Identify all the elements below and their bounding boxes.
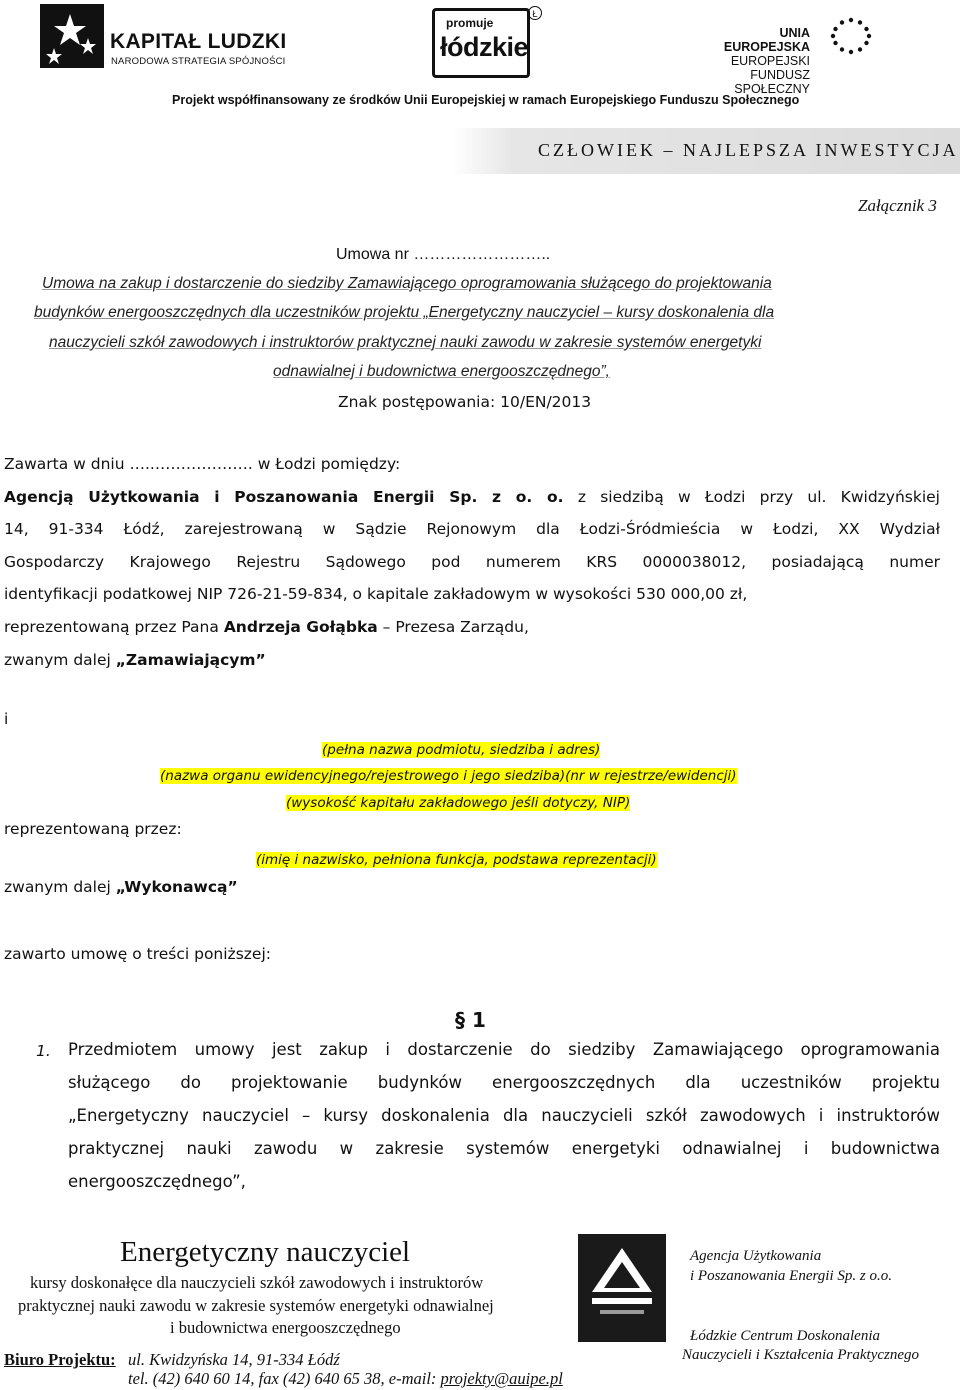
footer-line-3: i budownictwa energooszczędnego — [170, 1318, 401, 1337]
footer-contact-text: tel. (42) 640 60 14, fax (42) 640 65 38, e-mail: — [128, 1369, 441, 1388]
footer-org2-line-1: Łódzkie Centrum Doskonalenia — [690, 1328, 880, 1344]
lodzkie-mark-icon: Ł — [528, 6, 542, 20]
represented-by: reprezentowaną przez: — [4, 820, 182, 838]
contract-title-line-1: Umowa na zakup i dostarczenie do siedziby Zamawiającego oprogramowania służącego do projektowania — [42, 275, 772, 292]
item-number: 1. — [36, 1042, 51, 1060]
paragraph-heading: § 1 — [455, 1008, 486, 1032]
kapital-ludzki-title: KAPITAŁ LUDZKI — [110, 30, 287, 53]
footer-org1-line-1: Agencja Użytkowania — [690, 1248, 822, 1264]
party1-line-2: 14, 91-334 Łódź, zarejestrowaną w Sądzie Rejonowym dla Łodzi-Śródmieścia w Łodzi, XX Wydział — [4, 520, 940, 538]
party1-line-3: Gospodarczy Krajowego Rejestru Sądowego pod numerem KRS 0000038012, posiadającą numer — [4, 553, 940, 571]
party1-line-1 — [4, 488, 940, 506]
ue-line-2: EUROPEJSKI — [730, 54, 810, 68]
placeholder-entity-name: (pełna nazwa podmiotu, siedziba i adres) — [322, 742, 601, 758]
footer-line-1: kursy doskonałęce dla nauczycieli szkół zawodowych i instruktorów — [30, 1273, 484, 1292]
item-line-5: energooszczędnego”, — [68, 1172, 246, 1191]
footer-org1-line-2: i Poszanowania Energii Sp. z o.o. — [690, 1268, 892, 1284]
called-prefix: zwanym dalej — [4, 651, 116, 669]
footer-email-link[interactable]: projekty@auipe.pl — [440, 1369, 563, 1388]
called-prefix-2: zwanym dalej — [4, 878, 116, 896]
contract-number: Umowa nr …………………….. — [336, 246, 551, 263]
footer-org2-line-2: Nauczycieli i Kształcenia Praktycznego — [682, 1347, 920, 1363]
item-line-2: służącego do projektowanie budynków energooszczędnych dla uczestników projektu — [68, 1073, 940, 1092]
lodzkie-label: łódzkie — [440, 32, 529, 62]
called-ordering-line — [4, 651, 266, 669]
item-line-3: „Energetyczny nauczyciel – kursy doskonalenia dla nauczycieli szkół zawodowych i instruktorów — [68, 1106, 940, 1125]
contract-title-line-3: nauczycieli szkół zawodowych i instruktorów praktycznej nauki zawodu w zakresie systemów energetyki — [49, 334, 762, 351]
slogan: CZŁOWIEK – NAJLEPSZA INWESTYCJA — [538, 140, 959, 160]
footer-contact — [128, 1369, 563, 1389]
ue-line-1: UNIA EUROPEJSKA — [723, 26, 810, 54]
party1-representation — [4, 618, 529, 636]
party1-name: Agencją Użytkowania i Poszanowania Energii Sp. z o. o. — [4, 488, 564, 506]
concluded-contract: zawarto umowę o treści poniższej: — [4, 945, 271, 963]
kapital-ludzki-subtitle: NARODOWA STRATEGIA SPÓJNOŚCI — [111, 56, 286, 67]
kapital-ludzki-logo-icon — [40, 4, 104, 68]
called-contractor-line — [4, 878, 238, 896]
called-contractor: „Wykonawcą” — [115, 878, 238, 896]
cofinancing-note: Projekt współfinansowany ze środków Unii Europejskiej w ramach Europejskiego Funduszu Społecznego — [172, 93, 800, 107]
footer-address: ul. Kwidzyńska 14, 91-334 Łódź — [128, 1350, 340, 1369]
concluded-on: Zawarta w dniu …..………………. w Łodzi pomiędzy: — [4, 455, 401, 473]
footer-office-label: Biuro Projektu: — [4, 1350, 116, 1369]
rep-prefix: reprezentowaną przez Pana — [4, 618, 224, 636]
item-line-1: Przedmiotem umowy jest zakup i dostarczenie do siedziby Zamawiającego oprogramowania — [68, 1040, 940, 1059]
rep-name: Andrzeja Gołąbka — [223, 618, 378, 636]
placeholder-person: (imię i nazwisko, pełniona funkcja, podstawa reprezentacji) — [256, 852, 657, 868]
attachment-label: Załącznik 3 — [858, 196, 937, 215]
called-ordering: „Zamawiającym” — [115, 651, 266, 669]
party1-seat: z siedzibą w Łodzi przy ul. Kwidzyńskiej — [563, 488, 940, 506]
placeholder-registry: (nazwa organu ewidencyjnego/rejestrowego i jego siedziba)(nr w rejestrze/ewidencji) — [160, 768, 737, 784]
promuje-label: promuje — [446, 16, 494, 30]
footer-line-2: praktycznej nauki zawodu w zakresie systemów energetyki odnawialnej — [18, 1296, 494, 1315]
auipe-logo-icon — [578, 1234, 666, 1342]
placeholder-capital: (wysokość kapitału zakładowego jeśli dotyczy, NIP) — [286, 795, 631, 811]
and-connector: i — [4, 710, 9, 728]
contract-title-line-2: budynków energooszczędnych dla uczestników projektu „Energetyczny nauczyciel – kursy doskonalenia dla — [34, 304, 775, 321]
ue-label — [702, 26, 810, 96]
ue-line-3: FUNDUSZ SPOŁECZNY — [734, 68, 810, 96]
party1-line-4: identyfikacji podatkowej NIP 726-21-59-834, o kapitale zakładowym w wysokości 530 000,00 zł, — [4, 585, 748, 603]
rep-suffix: – Prezesa Zarządu, — [377, 618, 529, 636]
contract-title-line-4: odnawialnej i budownictwa energooszczędnego”, — [273, 363, 610, 380]
footer-project-title: Energetyczny nauczyciel — [120, 1236, 411, 1268]
item-line-4: praktycznej nauki zawodu w zakresie systemów energetyki odnawialnej i budownictwa — [68, 1139, 940, 1158]
procedure-number: Znak postępowania: 10/EN/2013 — [338, 393, 592, 411]
eu-flag-icon — [818, 14, 884, 58]
